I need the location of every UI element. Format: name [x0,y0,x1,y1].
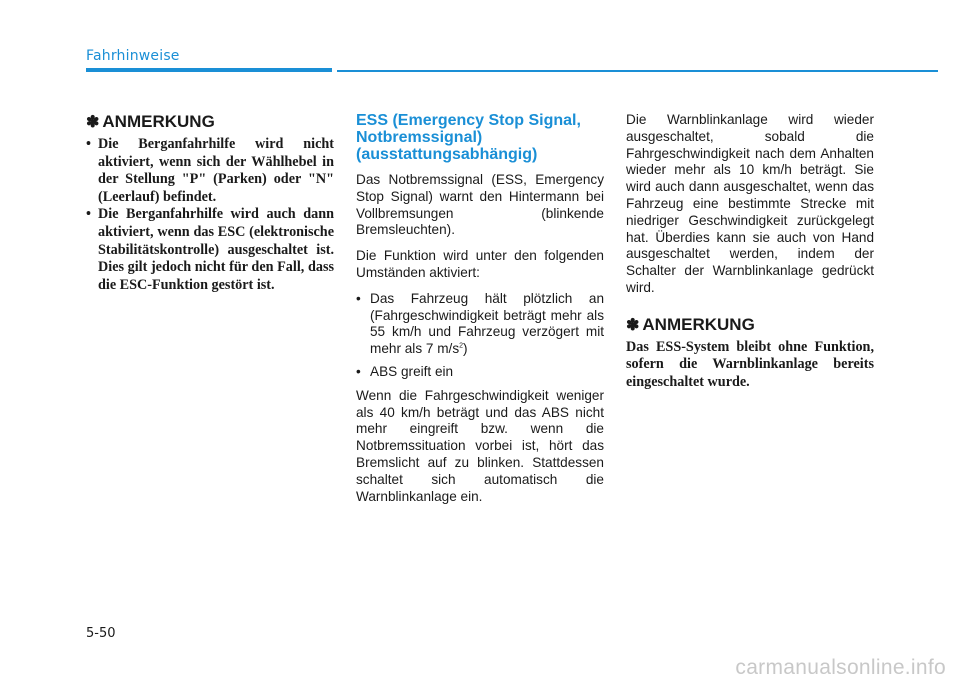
list-item-text: Die Berganfahrhilfe wird auch dann aktiviert, wenn das ESC (elektronische Stabilitätskontrolle) ausgeschaltet ist. Dies gilt jedoch nicht für den Fall, dass die ESC-Funktion gestört ist. [98,206,334,293]
ess-heading: ESS (Emergency Stop Signal, Notbremssignal) (ausstattungsabhängig) [356,112,581,163]
bullet-icon: • [86,136,91,152]
list-item-text: Das Fahrzeug hält plötzlich an (Fahrgeschwindigkeit beträgt mehr als 55 km/h und Fahrzeug verzögert mit mehr als 7 m/s [370,290,604,357]
note-heading [86,112,334,132]
header-rule-thick [86,68,332,72]
note-heading [626,315,874,335]
bullet-icon: • [356,290,361,306]
section-title: Fahrhinweise [86,48,180,64]
superscript: 2 [459,342,464,350]
page-number: 5-50 [86,626,116,641]
list-item [356,364,604,381]
column-left [86,112,334,294]
list-item-text: Die Berganfahrhilfe wird nicht aktiviert, wenn sich der Wählhebel in der Stellung "P" (Parken) oder "N" (Leerlauf) befindet. [98,136,334,205]
paragraph: Wenn die Fahrgeschwindigkeit weniger als 40 km/h beträgt und das ABS nicht mehr eingreift bzw. wenn die Notbremssituation vorbei ist, hört das Bremslicht auf zu blinken. Stattdessen schaltet sich automatisch die Warnblinkanlage ein. [356,387,604,504]
bullet-icon: • [86,206,91,223]
list-item [86,206,334,294]
note-star-icon: ✽ [86,114,100,131]
list-item-text-end: ) [463,341,468,357]
header-rule-thin [337,70,938,72]
paragraph: Die Funktion wird unter den folgenden Umständen aktiviert: [356,248,604,280]
note-heading-label: ANMERKUNG [642,314,755,334]
list-item [356,291,604,358]
watermark: carmanualsonline.info [735,656,946,679]
list-item-text: ABS greift ein [370,363,454,379]
note-star-icon: ✽ [626,316,640,334]
column-right [626,112,874,392]
note-text: Das ESS-System bleibt ohne Funktion, sofern die Warnblinkanlage bereits eingeschaltet wurde. [626,338,874,390]
bullet-icon: • [356,363,361,379]
column-middle [356,112,604,514]
paragraph: Das Notbremssignal (ESS, Emergency Stop Signal) warnt den Hintermann bei Vollbremsungen (blinkende Bremsleuchten). [356,172,604,238]
note-heading-label: ANMERKUNG [102,112,215,131]
paragraph: Die Warnblinkanlage wird wieder ausgeschaltet, sobald die Fahrgeschwindigkeit nach dem Anhalten wieder mehr als 10 km/h beträgt. Sie wird auch dann ausgeschaltet, wenn das Fahrzeug eine bestimmte Strecke mit niedriger Geschwindigkeit zurückgelegt hat. Überdies kann sie auch von Hand ausgeschaltet werden, indem der Schalter der Warnblinkanlage gedrückt wird. [626,112,874,295]
conditions-list [356,291,604,381]
note-bullet-list [86,136,334,294]
list-item [86,136,334,206]
